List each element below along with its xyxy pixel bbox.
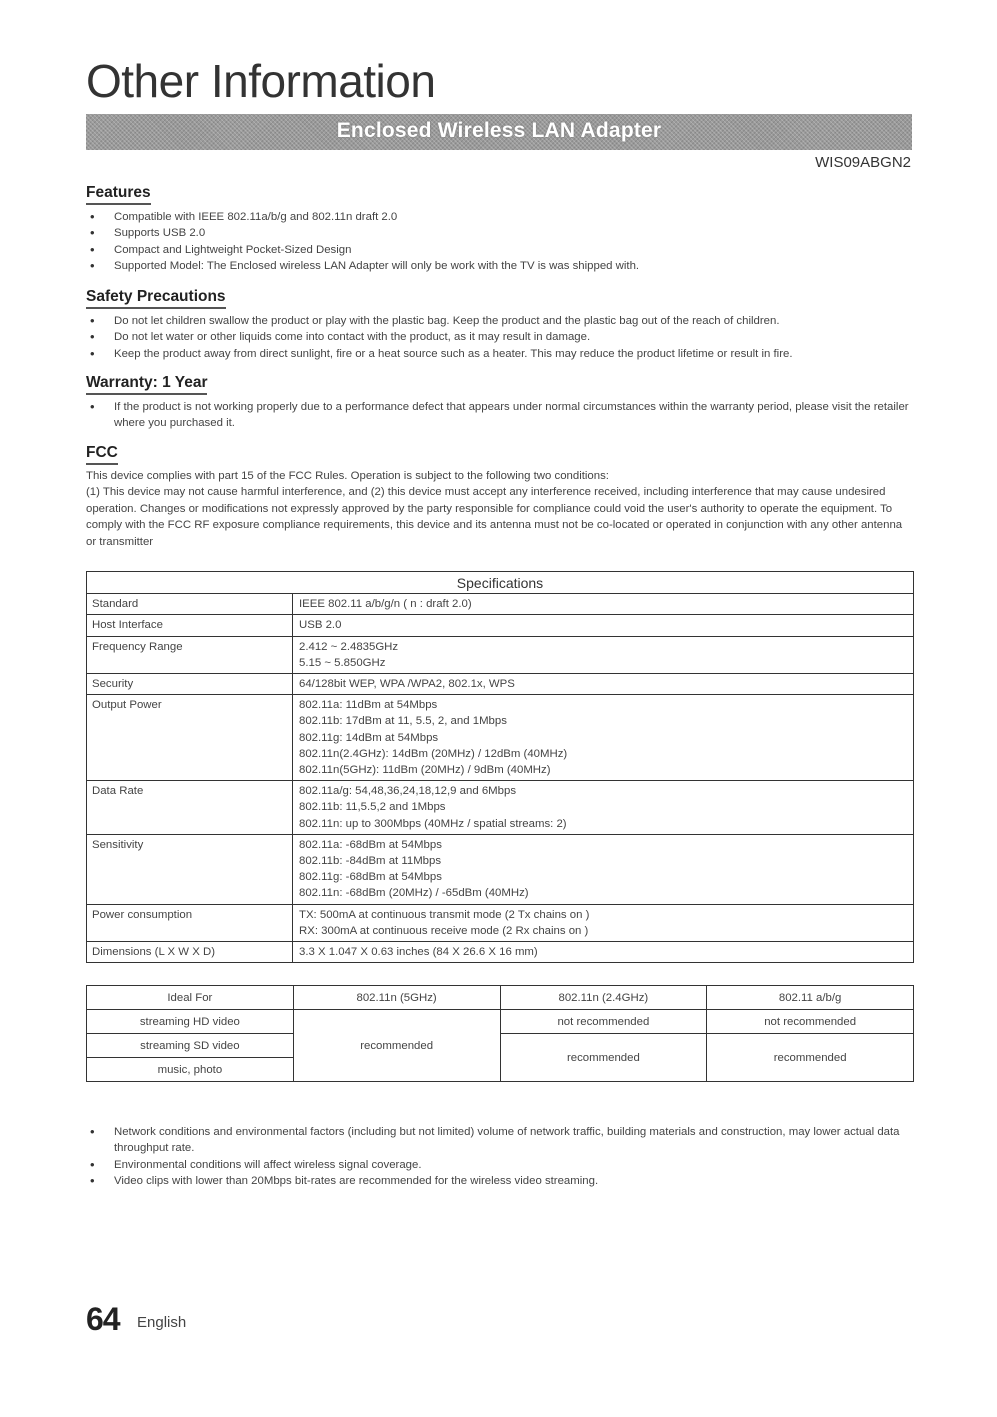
table-row — [87, 594, 914, 615]
table-header-row — [87, 572, 914, 594]
section-banner-label: Enclosed Wireless LAN Adapter — [336, 119, 662, 142]
spec-label: Frequency Range — [87, 636, 293, 673]
column-header: 802.11 a/b/g — [707, 986, 914, 1010]
use-case-cell: streaming SD video — [87, 1034, 294, 1058]
spec-label: Data Rate — [87, 781, 293, 835]
table-row — [87, 942, 914, 963]
warranty-heading: Warranty: 1 Year — [86, 374, 207, 395]
specifications-title: Specifications — [87, 572, 914, 594]
list-item: • Do not let water or other liquids come into contact with the product, as it may result in damage. — [86, 329, 912, 345]
table-row — [87, 781, 914, 835]
spec-value-line: IEEE 802.11 a/b/g/n ( n : draft 2.0) — [299, 598, 472, 611]
spec-label: Dimensions (L X W X D) — [87, 942, 293, 963]
table-header-row — [87, 986, 914, 1010]
page-title: Other Information — [86, 55, 436, 107]
table-row — [87, 904, 914, 941]
spec-value-line: 802.11a: 11dBm at 54Mbps — [299, 699, 438, 712]
spec-value-line: 802.11n(5GHz): 11dBm (20MHz) / 9dBm (40MHz) — [299, 764, 551, 777]
spec-value-line: RX: 300mA at continuous receive mode (2 Rx chains on ) — [299, 924, 589, 937]
spec-value — [293, 904, 914, 941]
table-row — [87, 695, 914, 781]
table-row — [87, 1034, 914, 1058]
recommendation-cell: recommended — [707, 1034, 914, 1082]
spec-value — [293, 781, 914, 835]
spec-label: Sensitivity — [87, 834, 293, 904]
list-item: • If the product is not working properly due to a performance defect that appears under normal circumstances within the warranty period, please visit the retailer where you purchased it. — [86, 399, 912, 432]
fcc-text — [86, 468, 912, 550]
list-item: • Environmental conditions will affect wireless signal coverage. — [86, 1157, 912, 1173]
fcc-line-1: This device complies with part 15 of the FCC Rules. Operation is subject to the following two conditions: — [86, 470, 609, 482]
spec-label: Standard — [87, 594, 293, 615]
spec-value — [293, 615, 914, 636]
column-header: 802.11n (2.4GHz) — [500, 986, 707, 1010]
recommendation-cell: not recommended — [707, 1010, 914, 1034]
spec-value-line: 3.3 X 1.047 X 0.63 inches (84 X 26.6 X 16 mm) — [299, 946, 538, 959]
spec-value-line: 802.11b: -84dBm at 11Mbps — [299, 855, 442, 868]
recommendation-cell: recommended — [293, 1010, 500, 1082]
use-case-cell: streaming HD video — [87, 1010, 294, 1034]
list-item: • Supported Model: The Enclosed wireless LAN Adapter will only be work with the TV is was shipped with. — [86, 258, 912, 274]
model-code: WIS09ABGN2 — [815, 154, 911, 171]
spec-value — [293, 695, 914, 781]
spec-value-line: 802.11n(2.4GHz): 14dBm (20MHz) / 12dBm (40MHz) — [299, 747, 568, 760]
recommendation-cell: not recommended — [500, 1010, 707, 1034]
recommendation-table — [86, 985, 914, 1082]
table-row — [87, 636, 914, 673]
spec-value-line: 64/128bit WEP, WPA /WPA2, 802.1x, WPS — [299, 678, 515, 691]
section-banner — [86, 114, 912, 150]
spec-value — [293, 636, 914, 673]
spec-value-line: USB 2.0 — [299, 619, 342, 632]
specifications-table — [86, 571, 914, 963]
spec-value-line: 2.412 ~ 2.4835GHz — [299, 640, 399, 653]
list-item: • Supports USB 2.0 — [86, 225, 912, 241]
table-row — [87, 674, 914, 695]
list-item: • Compatible with IEEE 802.11a/b/g and 802.11n draft 2.0 — [86, 209, 912, 225]
table-row — [87, 615, 914, 636]
spec-label: Output Power — [87, 695, 293, 781]
spec-value-line: 802.11g: -68dBm at 54Mbps — [299, 871, 442, 884]
spec-value — [293, 942, 914, 963]
spec-value-line: 802.11n: -68dBm (20MHz) / -65dBm (40MHz) — [299, 887, 529, 900]
spec-value — [293, 594, 914, 615]
fcc-line-2: (1) This device may not cause harmful interference, and (2) this device must accept any interference received, including interference that may cause undesired operation. Changes or modifications not expressly approved by the party responsible for compliance could void the user's authority to operate the equipment. To comply with the FCC RF exposure compliance requirements, this device and its antenna must not be co-located or operated in conjunction with any other antenna or transmitter — [86, 486, 903, 548]
spec-value — [293, 674, 914, 695]
spec-value-line: 802.11g: 14dBm at 54Mbps — [299, 731, 439, 744]
fcc-heading: FCC — [86, 444, 118, 465]
warranty-list — [86, 399, 912, 432]
spec-label: Host Interface — [87, 615, 293, 636]
spec-value-line: 5.15 ~ 5.850GHz — [299, 656, 386, 669]
spec-value-line: TX: 500mA at continuous transmit mode (2 Tx chains on ) — [299, 908, 590, 921]
spec-value-line: 802.11b: 11,5.5,2 and 1Mbps — [299, 801, 446, 814]
spec-label: Power consumption — [87, 904, 293, 941]
column-header: Ideal For — [87, 986, 294, 1010]
spec-value-line: 802.11n: up to 300Mbps (40MHz / spatial streams: 2) — [299, 817, 567, 830]
safety-list — [86, 313, 912, 362]
spec-value-line: 802.11a/g: 54,48,36,24,18,12,9 and 6Mbps — [299, 785, 517, 798]
table-row — [87, 834, 914, 904]
list-item: • Network conditions and environmental factors (including but not limited) volume of network traffic, building materials and construction, may lower actual data throughput rate. — [86, 1124, 912, 1157]
recommendation-cell: recommended — [500, 1034, 707, 1082]
use-case-cell: music, photo — [87, 1058, 294, 1082]
list-item: • Keep the product away from direct sunlight, fire or a heat source such as a heater. This may reduce the product lifetime or result in fire. — [86, 346, 912, 362]
features-list — [86, 209, 912, 275]
spec-value-line: 802.11a: -68dBm at 54Mbps — [299, 838, 442, 851]
page-number: 64 — [86, 1301, 120, 1337]
features-heading: Features — [86, 184, 151, 205]
spec-value-line: 802.11b: 17dBm at 11, 5.5, 2, and 1Mbps — [299, 715, 507, 728]
list-item: • Do not let children swallow the product or play with the plastic bag. Keep the product and the plastic bag out of the reach of children. — [86, 313, 912, 329]
list-item: • Compact and Lightweight Pocket-Sized Design — [86, 242, 912, 258]
spec-label: Security — [87, 674, 293, 695]
page-language: English — [137, 1314, 187, 1331]
list-item: • Video clips with lower than 20Mbps bit-rates are recommended for the wireless video streaming. — [86, 1173, 912, 1189]
spec-value — [293, 834, 914, 904]
notes-list — [86, 1124, 912, 1190]
column-header: 802.11n (5GHz) — [293, 986, 500, 1010]
table-row — [87, 1010, 914, 1034]
safety-heading: Safety Precautions — [86, 288, 226, 309]
